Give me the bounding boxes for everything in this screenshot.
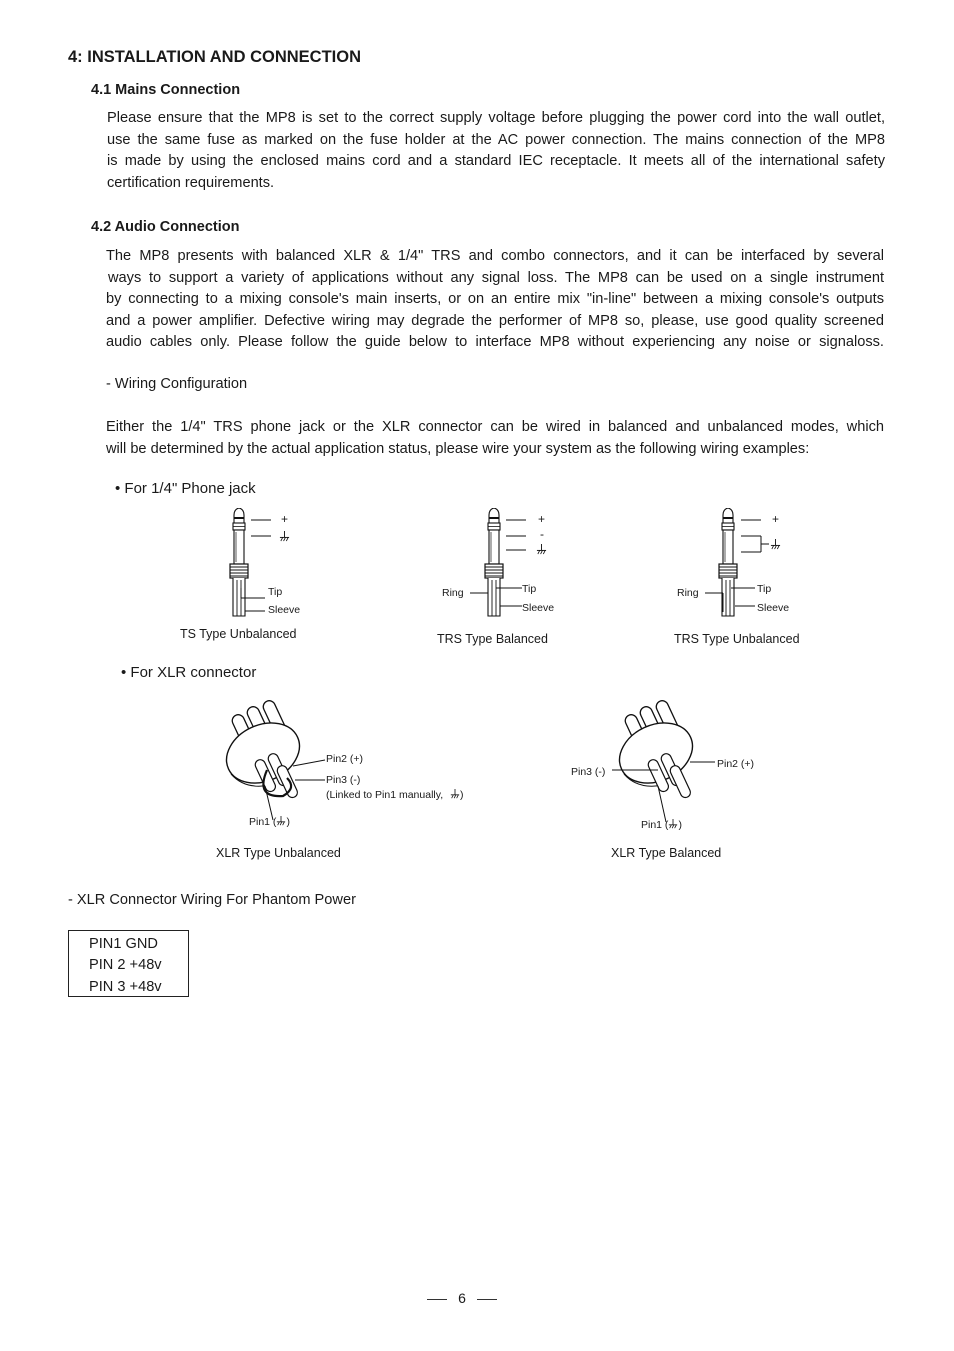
mains-line: is made by using the enclosed mains cord and a standard IEC receptacle. It meets all of the international safety <box>107 153 885 169</box>
audio-title: 4.2 Audio Connection <box>91 219 240 235</box>
xlr-note-prefix: (Linked to Pin1 manually, <box>326 789 444 801</box>
xlr-balanced-caption: XLR Type Balanced <box>611 846 722 860</box>
page-number: 6 <box>427 1290 497 1306</box>
mains-paragraph <box>107 108 885 194</box>
phantom-row: PIN 3 +48v <box>89 978 162 995</box>
trs-balanced-plus-symbol: + <box>538 512 546 526</box>
ts-sleeve-label: Sleeve <box>268 604 301 616</box>
trs-unbalanced-sleeve-label: Sleeve <box>757 602 790 614</box>
audio-line: ways to support a variety of applications without any signal loss. The MP8 can be used on a single instrument <box>108 269 884 286</box>
audio-paragraph <box>106 246 884 354</box>
xlr-unbalanced-wires <box>215 690 335 830</box>
ground-icon <box>536 544 547 555</box>
xlr-pin1-prefix: Pin1 ( <box>641 819 669 831</box>
phone-jack-bullet: • For 1/4" Phone jack <box>115 480 256 497</box>
audio-line: and a power amplifier. Defective wiring may degrade the performer of MP8 so, please, use good quality screened <box>106 312 884 329</box>
xlr-unbalanced-pin1-label <box>249 816 290 828</box>
xlr-balanced-pin3-label: Pin3 (-) <box>571 766 606 778</box>
xlr-balanced-pin1-label <box>641 819 682 831</box>
trs-balanced-sleeve-label: Sleeve <box>522 602 555 614</box>
ground-icon <box>279 531 290 542</box>
phantom-row: PIN1 GND <box>89 936 158 952</box>
trs-unbalanced-plus-symbol: + <box>772 512 780 526</box>
ground-icon <box>450 789 460 799</box>
xlr-balanced-wires <box>570 690 730 830</box>
ground-icon <box>668 819 678 829</box>
trs-unbalanced-tip-label: Tip <box>757 583 772 595</box>
xlr-note-suffix: ) <box>460 789 464 801</box>
wiring-line: Either the 1/4" TRS phone jack or the XLR connector can be wired in balanced and unbalanced modes, which <box>106 419 884 435</box>
phantom-row: PIN 2 +48v <box>89 957 162 974</box>
trs-balanced-tip-label: Tip <box>522 583 537 595</box>
trs-balanced-caption: TRS Type Balanced <box>437 632 548 646</box>
section-heading: 4: INSTALLATION AND CONNECTION <box>68 48 362 66</box>
wiring-paragraph <box>106 417 884 460</box>
audio-line: The MP8 presents with balanced XLR & 1/4" TRS and combo connectors, and it can be interfaced by several <box>106 248 884 264</box>
xlr-unbalanced-caption: XLR Type Unbalanced <box>216 846 341 860</box>
xlr-unbalanced-note <box>326 789 464 801</box>
xlr-balanced-pin2-label: Pin2 (+) <box>717 758 755 770</box>
xlr-unbalanced-pin2-label: Pin2 (+) <box>326 753 364 765</box>
trs-balanced-minus-symbol: - <box>540 527 544 541</box>
mains-line: certification requirements. <box>107 174 275 191</box>
audio-line: by connecting to a mixing console's main inserts, or on an entire mix "in-line" between a mixing console's outputs <box>106 291 884 307</box>
mains-title: 4.1 Mains Connection <box>91 82 241 98</box>
xlr-bullet: • For XLR connector <box>121 664 257 681</box>
trs-balanced-ring-label: Ring <box>442 587 464 599</box>
ground-icon <box>276 816 286 826</box>
mains-line: Please ensure that the MP8 is set to the correct supply voltage before plugging the power cord into the wall outlet, <box>107 110 885 126</box>
wiring-config-label: - Wiring Configuration <box>106 376 248 392</box>
mains-line: use the same fuse as marked on the fuse holder at the AC power connection. The mains connection of the MP8 <box>107 131 885 148</box>
xlr-pin1-prefix: Pin1 ( <box>249 816 277 828</box>
audio-line: audio cables only. Please follow the guide below to interface MP8 without experiencing any noise or signaloss. <box>106 334 884 350</box>
xlr-pin1-suffix: ) <box>678 819 682 831</box>
trs-unbalanced-caption: TRS Type Unbalanced <box>674 632 800 646</box>
wiring-line: will be determined by the actual application status, please wire your system as the following wiring examples: <box>106 440 810 457</box>
ts-caption: TS Type Unbalanced <box>180 627 297 641</box>
xlr-pin1-suffix: ) <box>286 816 290 828</box>
ts-plus-symbol: + <box>281 512 289 526</box>
phantom-pin-table <box>68 930 189 997</box>
ground-icon <box>770 539 781 550</box>
phantom-label: - XLR Connector Wiring For Phantom Power <box>68 892 356 908</box>
xlr-unbalanced-pin3-label: Pin3 (-) <box>326 774 361 786</box>
ts-tip-label: Tip <box>268 586 283 598</box>
trs-unbalanced-ring-label: Ring <box>677 587 699 599</box>
